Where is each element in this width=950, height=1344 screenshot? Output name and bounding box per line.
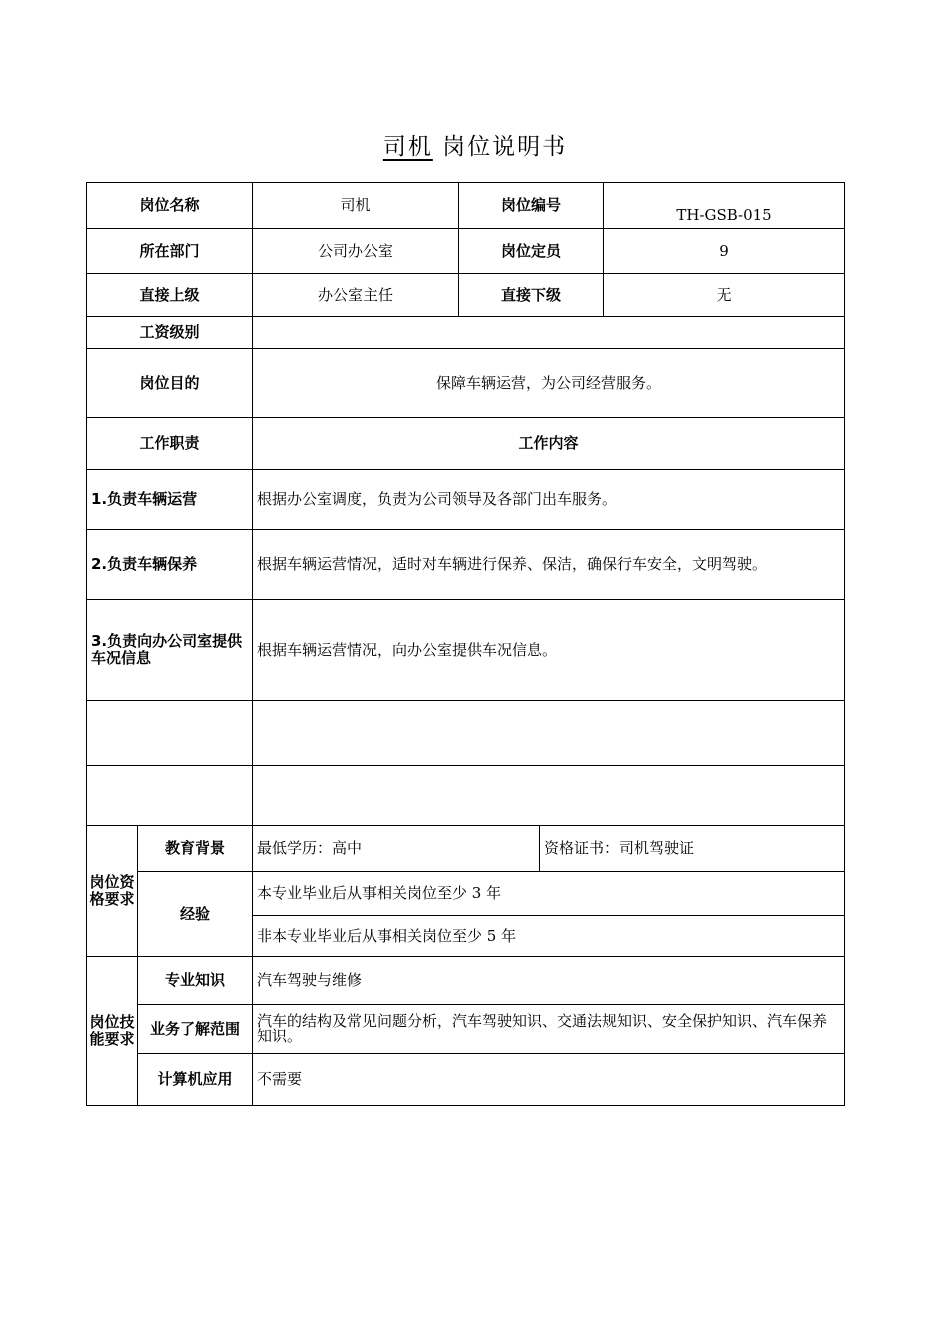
experience-major: 本专业毕业后从事相关岗位至少 3 年 <box>253 872 845 916</box>
department-value: 公司办公室 <box>253 229 459 274</box>
empty-duty-content <box>253 701 845 766</box>
headcount-label: 岗位定员 <box>459 229 604 274</box>
qualification-group-label: 岗位资格要求 <box>87 826 138 957</box>
superior-label: 直接上级 <box>87 274 253 317</box>
title-job-name: 司机 <box>382 134 433 160</box>
empty-duty-title <box>87 766 253 826</box>
duty-content: 根据车辆运营情况，向办公室提供车况信息。 <box>253 600 845 701</box>
education-value: 最低学历：高中 <box>253 826 540 872</box>
purpose-label: 岗位目的 <box>87 349 253 418</box>
position-code-value: TH-GSB-015 <box>604 183 845 229</box>
duties-header-right: 工作内容 <box>253 418 845 470</box>
experience-non-major: 非本专业毕业后从事相关岗位至少 5 年 <box>253 916 845 957</box>
business-scope-label: 业务了解范围 <box>138 1005 253 1054</box>
page-title <box>0 128 950 161</box>
knowledge-label: 专业知识 <box>138 957 253 1005</box>
business-scope-value: 汽车的结构及常见问题分析，汽车驾驶知识、交通法规知识、安全保护知识、汽车保养知识。 <box>253 1005 845 1054</box>
subordinate-label: 直接下级 <box>459 274 604 317</box>
skills-group-label: 岗位技能要求 <box>87 957 138 1106</box>
certificate-value: 资格证书：司机驾驶证 <box>540 826 845 872</box>
position-name-label: 岗位名称 <box>87 183 253 229</box>
empty-duty-content <box>253 766 845 826</box>
department-label: 所在部门 <box>87 229 253 274</box>
duty-title: 3.负责向办公司室提供车况信息 <box>87 600 253 701</box>
duties-header-left: 工作职责 <box>87 418 253 470</box>
duty-content: 根据车辆运营情况，适时对车辆进行保养、保洁，确保行车安全，文明驾驶。 <box>253 530 845 600</box>
duty-title: 2.负责车辆保养 <box>87 530 253 600</box>
headcount-value: 9 <box>604 229 845 274</box>
experience-label: 经验 <box>138 872 253 957</box>
knowledge-value: 汽车驾驶与维修 <box>253 957 845 1005</box>
position-code-label: 岗位编号 <box>459 183 604 229</box>
purpose-value: 保障车辆运营，为公司经营服务。 <box>253 349 845 418</box>
computer-skill-label: 计算机应用 <box>138 1054 253 1106</box>
position-name-value: 司机 <box>253 183 459 229</box>
subordinate-value: 无 <box>604 274 845 317</box>
salary-level-label: 工资级别 <box>87 317 253 349</box>
empty-duty-title <box>87 701 253 766</box>
duty-title: 1.负责车辆运营 <box>87 470 253 530</box>
duty-content: 根据办公室调度，负责为公司领导及各部门出车服务。 <box>253 470 845 530</box>
salary-level-value <box>253 317 845 349</box>
education-label: 教育背景 <box>138 826 253 872</box>
job-description-table <box>86 182 845 1106</box>
computer-skill-value: 不需要 <box>253 1054 845 1106</box>
superior-value: 办公室主任 <box>253 274 459 317</box>
title-rest: 岗位说明书 <box>442 134 568 160</box>
